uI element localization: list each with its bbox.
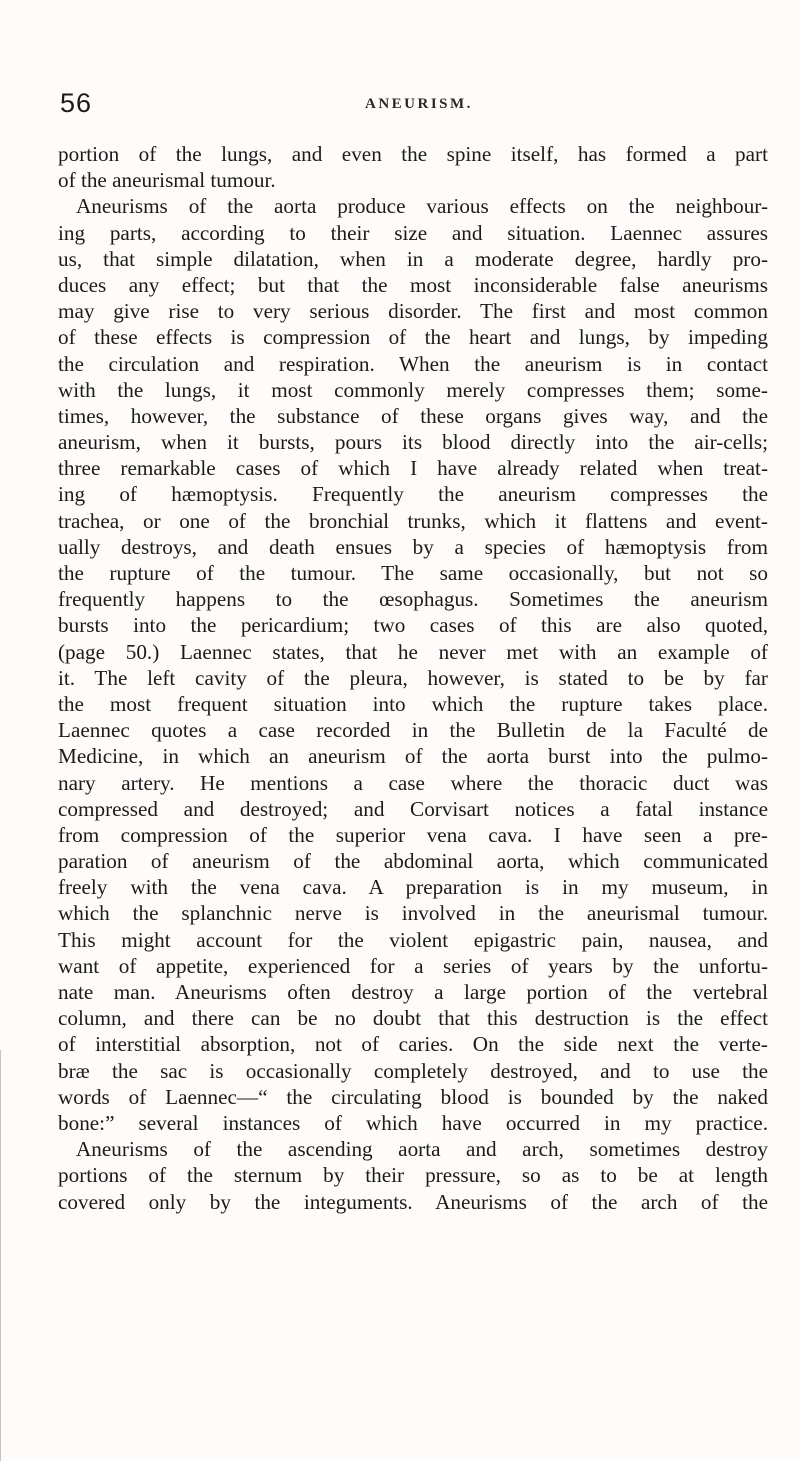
text-line: from compression of the superior vena cava. I have seen a pre- bbox=[58, 822, 768, 847]
text-line: nary artery. He mentions a case where the thoracic duct was bbox=[58, 770, 768, 795]
paragraph-start-line: Aneurisms of the ascending aorta and arch, sometimes destroy bbox=[76, 1137, 768, 1162]
page-binding-edge bbox=[0, 1050, 5, 1461]
text-line: which the splanchnic nerve is involved in the aneurismal tumour. bbox=[58, 901, 768, 926]
text-line: duces any effect; but that the most inconsiderable false aneurisms bbox=[58, 272, 768, 297]
text-line: aneurism, when it bursts, pours its blood directly into the air-cells; bbox=[58, 430, 768, 455]
text-line: of interstitial absorption, not of caries. On the side next the verte- bbox=[58, 1032, 768, 1057]
text-line: compressed and destroyed; and Corvisart notices a fatal instance bbox=[58, 796, 768, 821]
text-line: portions of the sternum by their pressure, so as to be at length bbox=[58, 1163, 768, 1188]
text-line: the rupture of the tumour. The same occasionally, but not so bbox=[58, 561, 768, 585]
text-line: want of appetite, experienced for a series of years by the unfortu- bbox=[58, 953, 768, 978]
page-number: 56 bbox=[60, 88, 93, 118]
text-line: portion of the lungs, and even the spine itself, has formed a part bbox=[58, 142, 768, 166]
text-line: may give rise to very serious disorder. The first and most common bbox=[58, 299, 768, 324]
text-line: column, and there can be no doubt that this destruction is the effect bbox=[58, 1006, 768, 1031]
text-line: of the aneurismal tumour. bbox=[58, 168, 276, 193]
text-line: it. The left cavity of the pleura, however, is stated to be by far bbox=[58, 665, 768, 690]
text-line: the most frequent situation into which the rupture takes place. bbox=[58, 691, 768, 716]
text-line: Medicine, in which an aneurism of the aorta burst into the pulmo- bbox=[58, 744, 768, 769]
running-head: ANEURISM. bbox=[365, 96, 473, 112]
text-line: Laennec quotes a case recorded in the Bulletin de la Faculté de bbox=[58, 718, 768, 743]
text-line: us, that simple dilatation, when in a moderate degree, hardly pro- bbox=[58, 246, 768, 271]
text-line: times, however, the substance of these organs gives way, and the bbox=[58, 403, 768, 428]
text-line: bone:” several instances of which have occurred in my practice. bbox=[58, 1110, 768, 1135]
text-line: This might account for the violent epigastric pain, nausea, and bbox=[58, 927, 768, 952]
text-line: trachea, or one of the bronchial trunks, which it flattens and event- bbox=[58, 508, 768, 533]
text-line: covered only by the integuments. Aneurisms of the arch of the bbox=[58, 1189, 768, 1214]
text-line: frequently happens to the œsophagus. Sometimes the aneurism bbox=[58, 587, 768, 612]
text-line: with the lungs, it most commonly merely compresses them; some- bbox=[58, 377, 768, 402]
text-line: (page 50.) Laennec states, that he never met with an example of bbox=[58, 639, 768, 664]
paragraph-start-line: Aneurisms of the aorta produce various effects on the neighbour- bbox=[76, 194, 768, 219]
text-line: words of Laennec—“ the circulating blood is bounded by the naked bbox=[58, 1084, 768, 1109]
body-text bbox=[58, 141, 768, 1215]
text-line: three remarkable cases of which I have already related when treat- bbox=[58, 456, 768, 481]
text-line: bursts into the pericardium; two cases of this are also quoted, bbox=[58, 613, 768, 638]
text-line: ually destroys, and death ensues by a species of hæmoptysis from bbox=[58, 534, 768, 559]
text-line: freely with the vena cava. A preparation is in my museum, in bbox=[58, 875, 768, 900]
text-line: the circulation and respiration. When the aneurism is in contact bbox=[58, 351, 768, 376]
text-line: of these effects is compression of the heart and lungs, by impeding bbox=[58, 325, 768, 350]
text-line: bræ the sac is occasionally completely destroyed, and to use the bbox=[58, 1058, 768, 1083]
text-line: ing of hæmoptysis. Frequently the aneurism compresses the bbox=[58, 482, 768, 507]
text-line: paration of aneurism of the abdominal aorta, which communicated bbox=[58, 849, 768, 874]
text-line: nate man. Aneurisms often destroy a large portion of the vertebral bbox=[58, 980, 768, 1004]
page-header bbox=[60, 88, 760, 122]
text-line: ing parts, according to their size and situation. Laennec assures bbox=[58, 220, 768, 245]
